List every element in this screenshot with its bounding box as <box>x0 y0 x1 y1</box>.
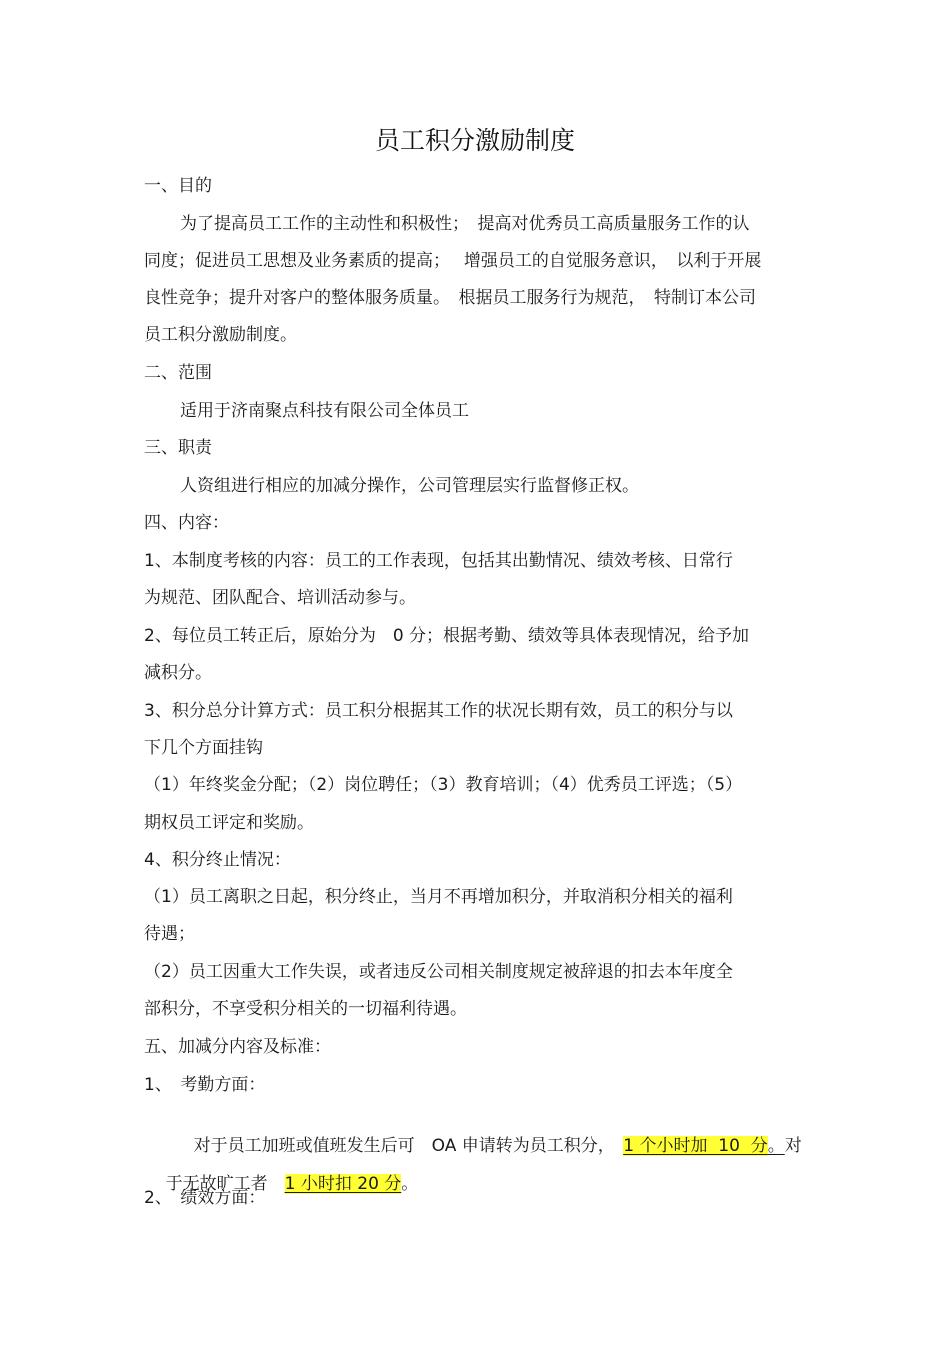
list-item-line: （1）员工离职之日起，积分终止，当月不再增加积分，并取消积分相关的福利 <box>144 887 733 907</box>
highlighted-rule-absence: 1 小时扣 20 分 <box>284 1174 402 1194</box>
section-heading-purpose: 一、目的 <box>144 176 212 196</box>
list-item-line: 减积分。 <box>144 663 212 683</box>
list-item-line: 4、积分终止情况： <box>144 850 291 870</box>
paragraph-line: 为了提高员工工作的主动性和积极性； 提高对优秀员工高质量服务工作的认 <box>180 214 750 234</box>
subsection-heading-attendance: 1、 考勤方面： <box>144 1075 266 1095</box>
paragraph-line: 同度；促进员工思想及业务素质的提高； 增强员工的自觉服务意识， 以利于开展 <box>144 251 762 271</box>
text-run: 对于员工加班或值班发生后可 OA 申请转为员工积分， <box>193 1136 624 1156</box>
section-heading-duties: 三、职责 <box>144 438 212 458</box>
list-item-line: （2）员工因重大工作失误，或者违反公司相关制度规定被辞退的扣去本年度全 <box>144 962 733 982</box>
paragraph-line: 人资组进行相应的加减分操作，公司管理层实行监督修正权。 <box>180 476 639 496</box>
list-item-line: 2、每位员工转正后，原始分为 0 分；根据考勤、绩效等具体表现情况，给予加 <box>144 626 750 646</box>
section-heading-scope: 二、范围 <box>144 363 212 383</box>
document-title: 员工积分激励制度 <box>374 126 575 155</box>
list-item-line: 待遇； <box>144 924 195 944</box>
text-run: 。 <box>767 1136 785 1156</box>
list-item-line: 为规范、团队配合、培训活动参与。 <box>144 588 416 608</box>
list-item-line: （1）年终奖金分配；（2）岗位聘任；（3）教育培训；（4）优秀员工评选；（5） <box>144 775 743 795</box>
paragraph-line: 员工积分激励制度。 <box>144 325 297 345</box>
section-heading-scoring: 五、加减分内容及标准： <box>144 1037 331 1057</box>
list-item-line: 部积分，不享受积分相关的一切福利待遇。 <box>144 999 467 1019</box>
list-item-line: 3、积分总分计算方式：员工积分根据其工作的状况长期有效，员工的积分与以 <box>144 701 733 721</box>
list-item-line: 1、本制度考核的内容：员工的工作表现，包括其出勤情况、绩效考核、日常行 <box>144 551 733 571</box>
text-run: 。 <box>401 1174 419 1194</box>
highlighted-rule-overtime: 1 个小时加 10 分 <box>623 1136 768 1156</box>
list-item-line: 下几个方面挂钩 <box>144 738 263 758</box>
text-run: 于无故旷工者 <box>165 1174 285 1194</box>
paragraph-line: 良性竞争；提升对客户的整体服务质量。 根据员工服务行为规范， 特制订本公司 <box>144 288 756 308</box>
section-heading-content: 四、内容： <box>144 513 229 533</box>
text-run: 对 <box>784 1136 802 1156</box>
list-item-line: 期权员工评定和奖励。 <box>144 813 314 833</box>
paragraph-line: 适用于济南聚点科技有限公司全体员工 <box>180 401 469 421</box>
subsection-heading-performance: 2、 绩效方面： <box>144 1188 266 1208</box>
